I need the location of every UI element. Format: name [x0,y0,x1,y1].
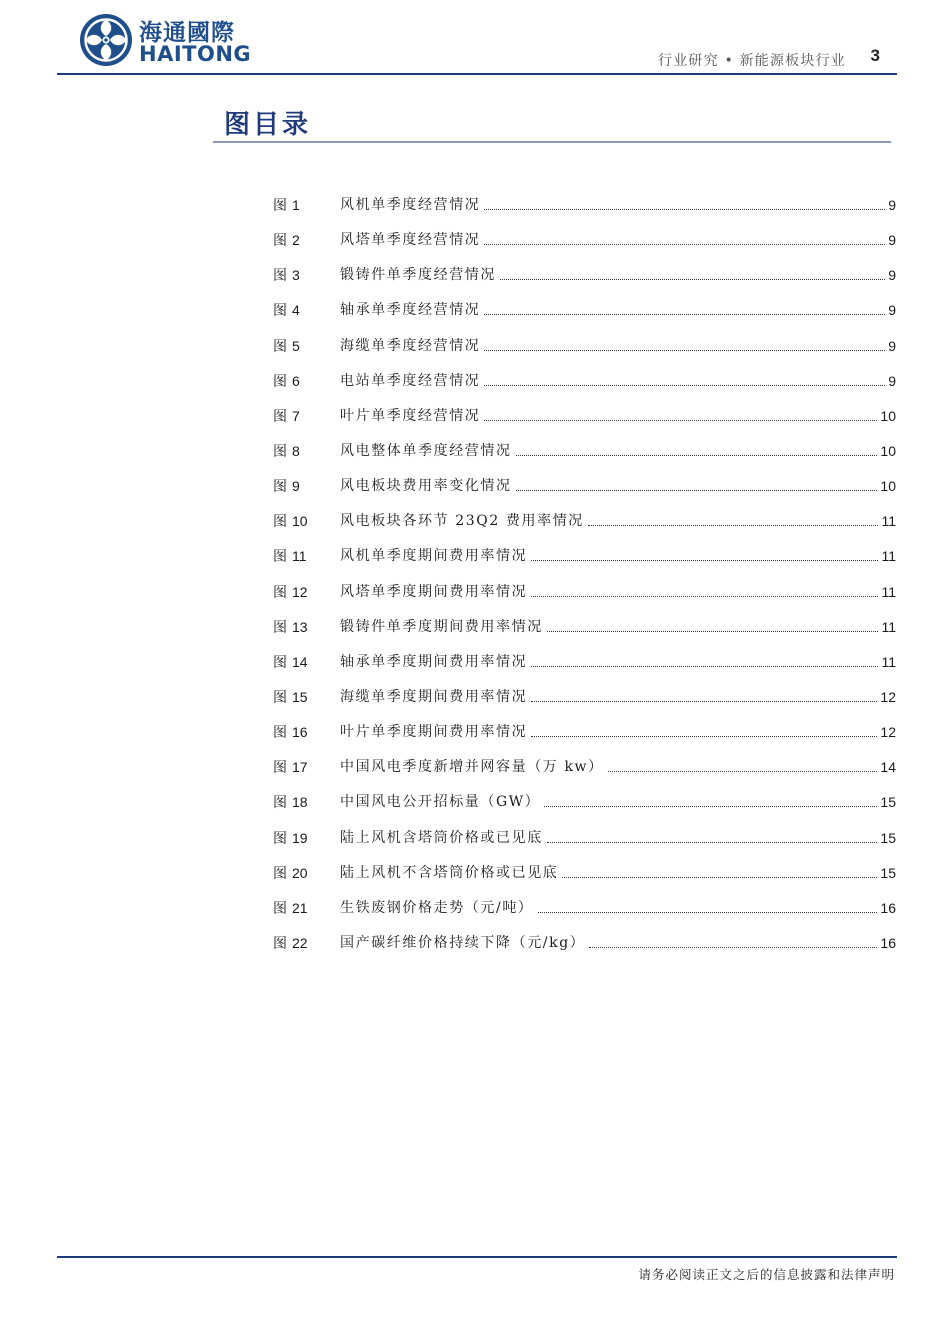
toc-entry-label [273,471,340,502]
toc-entry-title: 风电板块费用率变化情况 [340,478,512,495]
toc-entry-label [273,331,340,362]
toc-entry-label [273,823,340,854]
toc-entry-prefix: 图 [273,268,287,285]
toc-entry-number: 10 [292,513,308,530]
toc-entry-title: 电站单季度经营情况 [340,372,481,389]
header-divider [57,73,897,75]
toc-entry-label [273,717,340,748]
toc-entry-page: 15 [880,794,896,811]
toc-entry-prefix: 图 [273,935,287,952]
toc-entry-number: 11 [292,548,307,565]
toc-entry-title: 中国风电公开招标量（GW） [340,794,541,811]
toc-entry-label [273,401,340,432]
toc-entry-page: 11 [881,583,896,600]
toc-dot-leader [562,858,877,878]
toc-dot-leader [608,752,878,772]
toc-entry-prefix: 图 [273,443,287,460]
toc-entry-prefix: 图 [273,689,287,706]
footer-divider [57,1256,897,1258]
toc-entry-number: 4 [292,302,300,319]
toc-dot-leader [531,647,878,667]
toc-entry-page: 15 [880,829,896,846]
toc-dot-leader [531,577,878,597]
toc-entry-prefix: 图 [273,303,287,320]
toc-dot-leader [547,612,879,632]
toc-dot-leader [500,260,885,280]
toc-entry-number: 17 [292,759,308,776]
toc-entry[interactable] [273,752,896,787]
toc-entry[interactable] [273,928,896,963]
toc-entry-prefix: 图 [273,900,287,917]
figure-list [273,190,896,963]
report-type: 行业研究 • 新能源板块行业 [658,53,846,69]
toc-entry-label [273,225,340,256]
toc-entry-label [273,260,340,291]
toc-entry-label [273,612,340,643]
toc-dot-leader [484,295,885,315]
toc-entry-page: 9 [888,197,896,213]
toc-dot-leader [531,541,878,561]
toc-entry[interactable] [273,436,896,471]
toc-entry-page: 9 [888,302,896,319]
toc-entry-number: 12 [292,583,308,600]
toc-entry-title: 海缆单季度经营情况 [340,337,481,354]
toc-entry-title: 风电整体单季度经营情况 [340,442,512,459]
toc-dot-leader [531,717,877,737]
toc-entry-title: 陆上风机不含塔筒价格或已见底 [340,864,559,881]
toc-entry-number: 16 [292,724,308,741]
toc-entry-number: 18 [292,794,308,811]
toc-entry-title: 风塔单季度期间费用率情况 [340,583,528,600]
toc-entry-title: 陆上风机含塔筒价格或已见底 [340,829,543,846]
toc-entry-page: 11 [881,653,896,670]
toc-entry-label [273,506,340,537]
toc-entry[interactable] [273,858,896,893]
toc-entry-number: 21 [292,899,308,916]
toc-entry-page: 12 [880,724,896,741]
toc-entry-prefix: 图 [273,198,287,214]
toc-entry-prefix: 图 [273,619,287,636]
toc-entry-page: 11 [881,548,896,565]
toc-entry-label [273,190,340,221]
toc-entry-prefix: 图 [273,479,287,496]
toc-entry[interactable] [273,190,896,225]
toc-entry-title: 风机单季度经营情况 [340,197,481,213]
toc-entry[interactable] [273,366,896,401]
toc-entry-number: 20 [292,864,308,881]
toc-entry-prefix: 图 [273,830,287,847]
page-header [0,0,950,80]
toc-entry[interactable] [273,331,896,366]
toc-entry-prefix: 图 [273,373,287,390]
toc-entry-number: 5 [292,337,300,354]
logo-english-text: HAITONG [139,42,252,66]
toc-entry[interactable] [273,577,896,612]
toc-entry-label [273,366,340,397]
toc-entry-prefix: 图 [273,514,287,531]
toc-entry-page: 11 [881,513,896,530]
toc-entry-prefix: 图 [273,584,287,601]
toc-entry-title: 锻铸件单季度期间费用率情况 [340,618,543,635]
toc-entry-title: 国产碳纤维价格持续下降（元/kg） [340,934,586,951]
toc-entry-page: 9 [888,372,896,389]
toc-entry[interactable] [273,225,896,260]
toc-entry-page: 15 [880,864,896,881]
toc-entry[interactable] [273,717,896,752]
toc-dot-leader [484,401,877,421]
toc-entry-page: 16 [880,899,896,916]
page-number: 3 [870,46,880,65]
toc-entry-label [273,858,340,889]
toc-entry[interactable] [273,506,896,541]
toc-entry-prefix: 图 [273,408,287,425]
toc-entry[interactable] [273,647,896,682]
toc-entry-prefix: 图 [273,865,287,882]
page-title: 图目录 [224,110,312,140]
toc-entry-label [273,682,340,713]
toc-entry-title: 风机单季度期间费用率情况 [340,548,528,565]
toc-entry-prefix: 图 [273,338,287,355]
toc-entry-title: 海缆单季度期间费用率情况 [340,688,528,705]
toc-entry-number: 19 [292,829,308,846]
toc-entry-page: 14 [880,759,896,776]
logo-chinese-text: 海通國際 [139,20,235,46]
toc-entry-number: 14 [292,653,308,670]
toc-entry-label [273,295,340,326]
toc-entry-page: 9 [888,232,896,249]
toc-entry-number: 22 [292,934,308,951]
toc-dot-leader [538,893,878,913]
toc-dot-leader [484,366,885,386]
toc-entry-number: 7 [292,407,300,424]
toc-entry-number: 8 [292,442,300,459]
toc-entry-number: 1 [292,197,300,213]
toc-entry[interactable] [273,401,896,436]
toc-entry-title: 中国风电季度新增并网容量（万 kw） [340,759,604,776]
toc-entry-number: 9 [292,478,300,495]
toc-dot-leader [484,331,885,351]
toc-entry[interactable] [273,612,896,647]
toc-entry-page: 10 [880,407,896,424]
toc-dot-leader [484,190,885,210]
footer-disclaimer: 请务必阅读正文之后的信息披露和法律声明 [638,1267,895,1282]
toc-entry-prefix: 图 [273,233,287,250]
toc-entry-number: 3 [292,267,300,284]
toc-entry-title: 叶片单季度经营情况 [340,407,481,424]
toc-entry[interactable] [273,823,896,858]
toc-dot-leader [531,682,877,702]
toc-entry-title: 生铁废钢价格走势（元/吨） [340,899,534,916]
toc-entry-prefix: 图 [273,760,287,777]
toc-dot-leader [588,506,879,526]
toc-entry-prefix: 图 [273,725,287,742]
toc-entry-label [273,647,340,678]
toc-entry-page: 9 [888,267,896,284]
toc-entry-page: 11 [881,618,896,635]
toc-entry[interactable] [273,893,896,928]
toc-entry-prefix: 图 [273,549,287,566]
toc-entry-label [273,541,340,572]
toc-entry-page: 12 [880,688,896,705]
toc-dot-leader [484,225,885,245]
toc-entry-title: 锻铸件单季度经营情况 [340,267,496,284]
toc-entry-title: 轴承单季度经营情况 [340,302,481,319]
toc-entry-title: 风塔单季度经营情况 [340,232,481,249]
toc-entry[interactable] [273,295,896,330]
haitong-logo-icon [78,12,134,68]
toc-entry-label [273,436,340,467]
toc-dot-leader [544,787,877,807]
toc-entry-title: 叶片单季度期间费用率情况 [340,724,528,741]
toc-entry-page: 16 [880,934,896,951]
toc-entry-number: 15 [292,688,308,705]
toc-entry-label [273,752,340,783]
toc-dot-leader [589,928,877,948]
toc-entry[interactable] [273,682,896,717]
toc-entry-label [273,928,340,959]
toc-entry-number: 6 [292,372,300,389]
toc-entry[interactable] [273,471,896,506]
toc-entry[interactable] [273,260,896,295]
toc-entry-title: 风电板块各环节 23Q2 费用率情况 [340,513,584,530]
title-divider [213,141,891,143]
toc-entry-label [273,577,340,608]
haitong-logo [78,12,252,68]
toc-entry-page: 9 [888,337,896,354]
toc-dot-leader [516,471,878,491]
toc-entry-page: 10 [880,478,896,495]
toc-entry-label [273,893,340,924]
toc-dot-leader [547,823,878,843]
toc-dot-leader [516,436,878,456]
toc-entry[interactable] [273,541,896,576]
toc-entry[interactable] [273,787,896,822]
toc-entry-title: 轴承单季度期间费用率情况 [340,653,528,670]
toc-entry-number: 13 [292,618,308,635]
toc-entry-number: 2 [292,232,300,249]
toc-entry-prefix: 图 [273,795,287,812]
toc-entry-prefix: 图 [273,654,287,671]
toc-entry-page: 10 [880,442,896,459]
toc-entry-label [273,787,340,818]
